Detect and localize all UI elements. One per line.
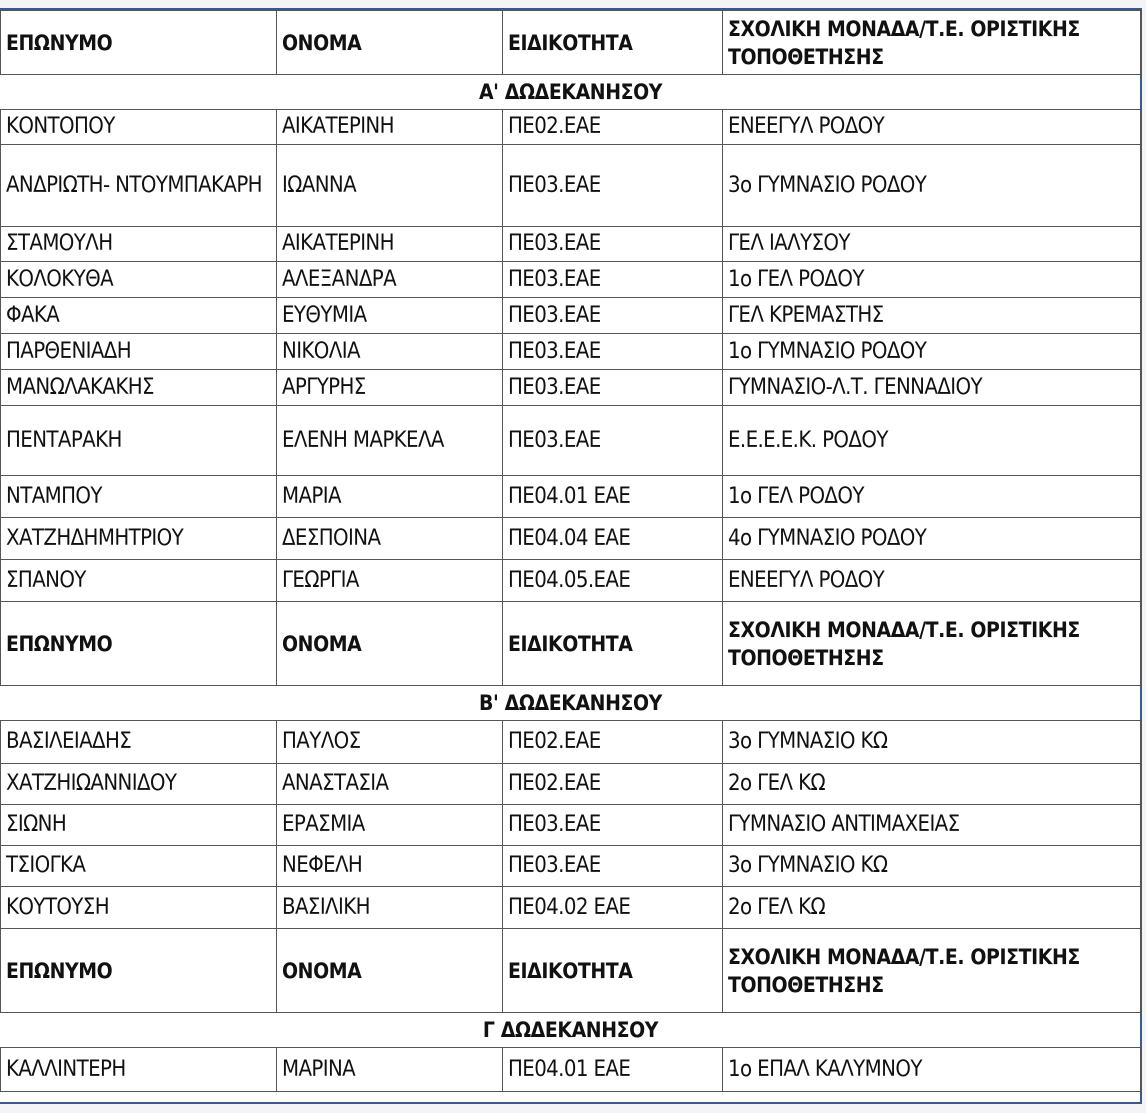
table-row <box>1 764 1141 805</box>
cell-school: 4ο ΓΥΜΝΑΣΙΟ ΡΟΔΟΥ <box>723 518 1141 560</box>
cell-school: 1ο ΓΕΛ ΡΟΔΟΥ <box>723 476 1141 518</box>
placements-table <box>0 10 1141 1092</box>
table-row <box>1 145 1141 227</box>
region-title: Β' ΔΩΔΕΚΑΝΗΣΟΥ <box>1 686 1141 721</box>
cell-specialty: ΠΕ04.01 ΕΑΕ <box>503 1048 723 1092</box>
cell-name: ΑΙΚΑΤΕΡΙΝΗ <box>277 227 503 262</box>
cell-surname: ΚΟΛΟΚΥΘΑ <box>1 262 277 298</box>
cell-name: ΜΑΡΙΑ <box>277 476 503 518</box>
cell-specialty: ΠΕ03.ΕΑΕ <box>503 298 723 334</box>
table-row <box>1 518 1141 560</box>
cell-surname: ΝΤΑΜΠΟΥ <box>1 476 277 518</box>
cell-surname: ΚΑΛΛΙΝΤΕΡΗ <box>1 1048 277 1092</box>
table-row <box>1 298 1141 334</box>
cell-specialty: ΠΕ03.ΕΑΕ <box>503 262 723 298</box>
cell-specialty: ΠΕ03.ΕΑΕ <box>503 805 723 846</box>
cell-school: 1ο ΓΥΜΝΑΣΙΟ ΡΟΔΟΥ <box>723 334 1141 370</box>
cell-specialty: ΠΕ03.ΕΑΕ <box>503 406 723 476</box>
header-surname: ΕΠΩΝΥΜΟ <box>1 929 277 1013</box>
cell-surname: ΜΑΝΩΛΑΚΑΚΗΣ <box>1 370 277 406</box>
cell-specialty: ΠΕ04.05.ΕΑΕ <box>503 560 723 602</box>
table-row <box>1 887 1141 929</box>
cell-specialty: ΠΕ02.ΕΑΕ <box>503 110 723 145</box>
cell-surname: ΣΤΑΜΟΥΛΗ <box>1 227 277 262</box>
table-row <box>1 227 1141 262</box>
header-specialty: ΕΙΔΙΚΟΤΗΤΑ <box>503 929 723 1013</box>
cell-name: ΓΕΩΡΓΙΑ <box>277 560 503 602</box>
header-name: ΟΝΟΜΑ <box>277 929 503 1013</box>
cell-surname: ΤΣΙΟΓΚΑ <box>1 846 277 887</box>
cell-name: ΜΑΡΙΝΑ <box>277 1048 503 1092</box>
header-school: ΣΧΟΛΙΚΗ ΜΟΝΑΔΑ/Τ.Ε. ΟΡΙΣΤΙΚΗΣ ΤΟΠΟΘΕΤΗΣΗΣ <box>723 929 1141 1013</box>
table-row <box>1 846 1141 887</box>
cell-surname: ΠΑΡΘΕΝΙΑΔΗ <box>1 334 277 370</box>
cell-school: ΕΝΕΕΓΥΛ ΡΟΔΟΥ <box>723 110 1141 145</box>
cell-specialty: ΠΕ04.04 ΕΑΕ <box>503 518 723 560</box>
header-school: ΣΧΟΛΙΚΗ ΜΟΝΑΔΑ/Τ.Ε. ΟΡΙΣΤΙΚΗΣ ΤΟΠΟΘΕΤΗΣΗΣ <box>723 11 1141 75</box>
cell-surname: ΚΟΝΤΟΠΟΥ <box>1 110 277 145</box>
table-row <box>1 476 1141 518</box>
cell-name: ΒΑΣΙΛΙΚΗ <box>277 887 503 929</box>
header-name: ΟΝΟΜΑ <box>277 11 503 75</box>
cell-specialty: ΠΕ03.ΕΑΕ <box>503 334 723 370</box>
cell-specialty: ΠΕ02.ΕΑΕ <box>503 721 723 764</box>
cell-name: ΑΡΓΥΡΗΣ <box>277 370 503 406</box>
cell-school: 1ο ΓΕΛ ΡΟΔΟΥ <box>723 262 1141 298</box>
cell-school: Ε.Ε.Ε.Ε.Κ. ΡΟΔΟΥ <box>723 406 1141 476</box>
cell-school: 2ο ΓΕΛ ΚΩ <box>723 887 1141 929</box>
cell-name: ΙΩΑΝΝΑ <box>277 145 503 227</box>
table-row <box>1 110 1141 145</box>
region-title: Α' ΔΩΔΕΚΑΝΗΣΟΥ <box>1 75 1141 110</box>
cell-surname: ΑΝΔΡΙΩΤΗ- ΝΤΟΥΜΠΑΚΑΡΗ <box>1 145 277 227</box>
table-row <box>1 1048 1141 1092</box>
table-row <box>1 721 1141 764</box>
table-header-row <box>1 602 1141 686</box>
table-row <box>1 334 1141 370</box>
cell-surname: ΦΑΚΑ <box>1 298 277 334</box>
table-row <box>1 560 1141 602</box>
table-row <box>1 805 1141 846</box>
table-row <box>1 406 1141 476</box>
cell-surname: ΚΟΥΤΟΥΣΗ <box>1 887 277 929</box>
cell-surname: ΒΑΣΙΛΕΙΑΔΗΣ <box>1 721 277 764</box>
cell-name: ΕΡΑΣΜΙΑ <box>277 805 503 846</box>
cell-school: ΓΕΛ ΚΡΕΜΑΣΤΗΣ <box>723 298 1141 334</box>
table-row <box>1 370 1141 406</box>
cell-specialty: ΠΕ03.ΕΑΕ <box>503 145 723 227</box>
cell-school: ΓΥΜΝΑΣΙΟ-Λ.Τ. ΓΕΝΝΑΔΙΟΥ <box>723 370 1141 406</box>
cell-surname: ΧΑΤΖΗΔΗΜΗΤΡΙΟΥ <box>1 518 277 560</box>
cell-name: ΠΑΥΛΟΣ <box>277 721 503 764</box>
header-specialty: ΕΙΔΙΚΟΤΗΤΑ <box>503 11 723 75</box>
cell-name: ΕΥΘΥΜΙΑ <box>277 298 503 334</box>
cell-name: ΝΕΦΕΛΗ <box>277 846 503 887</box>
region-row <box>1 1013 1141 1048</box>
header-surname: ΕΠΩΝΥΜΟ <box>1 11 277 75</box>
cell-school: ΓΥΜΝΑΣΙΟ ΑΝΤΙΜΑΧΕΙΑΣ <box>723 805 1141 846</box>
cell-school: ΓΕΛ ΙΑΛΥΣΟΥ <box>723 227 1141 262</box>
table-header-row <box>1 929 1141 1013</box>
cell-name: ΝΙΚΟΛΙΑ <box>277 334 503 370</box>
cell-surname: ΣΙΩΝΗ <box>1 805 277 846</box>
cell-name: ΑΝΑΣΤΑΣΙΑ <box>277 764 503 805</box>
cell-school: 3ο ΓΥΜΝΑΣΙΟ ΡΟΔΟΥ <box>723 145 1141 227</box>
cell-name: ΑΛΕΞΑΝΔΡΑ <box>277 262 503 298</box>
region-title: Γ ΔΩΔΕΚΑΝΗΣΟΥ <box>1 1013 1141 1048</box>
table-row <box>1 262 1141 298</box>
cell-specialty: ΠΕ02.ΕΑΕ <box>503 764 723 805</box>
cell-school: 3ο ΓΥΜΝΑΣΙΟ ΚΩ <box>723 721 1141 764</box>
cell-school: 2ο ΓΕΛ ΚΩ <box>723 764 1141 805</box>
cell-school: 3ο ΓΥΜΝΑΣΙΟ ΚΩ <box>723 846 1141 887</box>
region-row <box>1 75 1141 110</box>
cell-school: ΕΝΕΕΓΥΛ ΡΟΔΟΥ <box>723 560 1141 602</box>
cell-surname: ΧΑΤΖΗΙΩΑΝΝΙΔΟΥ <box>1 764 277 805</box>
cell-surname: ΠΕΝΤΑΡΑΚΗ <box>1 406 277 476</box>
cell-name: ΑΙΚΑΤΕΡΙΝΗ <box>277 110 503 145</box>
cell-specialty: ΠΕ03.ΕΑΕ <box>503 370 723 406</box>
header-name: ΟΝΟΜΑ <box>277 602 503 686</box>
cell-name: ΔΕΣΠΟΙΝΑ <box>277 518 503 560</box>
cell-school: 1ο ΕΠΑΛ ΚΑΛΥΜΝΟΥ <box>723 1048 1141 1092</box>
header-specialty: ΕΙΔΙΚΟΤΗΤΑ <box>503 602 723 686</box>
table-header-row <box>1 11 1141 75</box>
cell-specialty: ΠΕ04.02 ΕΑΕ <box>503 887 723 929</box>
cell-specialty: ΠΕ04.01 ΕΑΕ <box>503 476 723 518</box>
header-surname: ΕΠΩΝΥΜΟ <box>1 602 277 686</box>
cell-specialty: ΠΕ03.ΕΑΕ <box>503 846 723 887</box>
cell-specialty: ΠΕ03.ΕΑΕ <box>503 227 723 262</box>
cell-surname: ΣΠΑΝΟΥ <box>1 560 277 602</box>
placements-document <box>0 8 1142 1104</box>
region-row <box>1 686 1141 721</box>
header-school: ΣΧΟΛΙΚΗ ΜΟΝΑΔΑ/Τ.Ε. ΟΡΙΣΤΙΚΗΣ ΤΟΠΟΘΕΤΗΣΗΣ <box>723 602 1141 686</box>
cell-name: ΕΛΕΝΗ ΜΑΡΚΕΛΑ <box>277 406 503 476</box>
